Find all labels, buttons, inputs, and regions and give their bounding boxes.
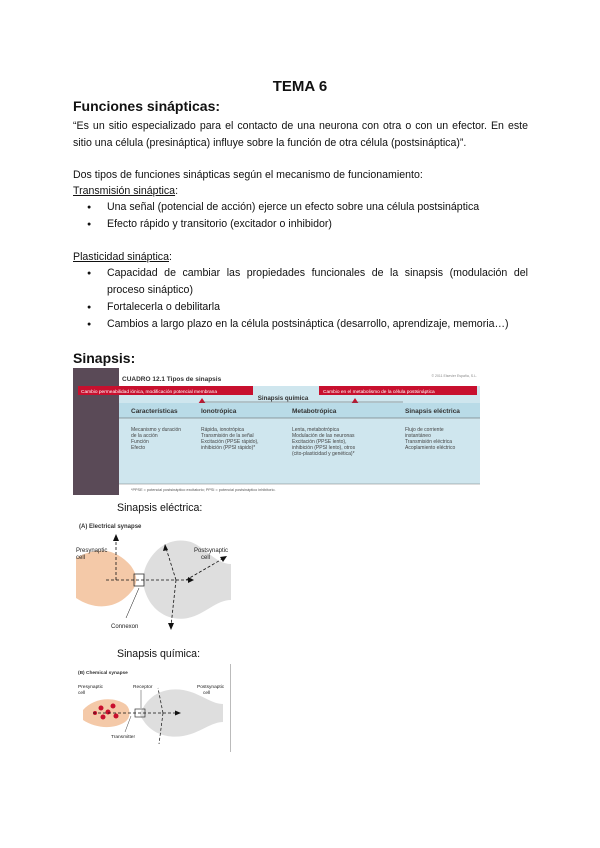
pre-label-2: cell — [78, 691, 86, 696]
vesicle — [99, 706, 104, 711]
transmitter-label: Transmitter — [111, 735, 136, 740]
electrical-synapse-figure — [76, 518, 231, 634]
list-item: ● Cambios a largo plazo en la célula postsináptica (desarrollo, aprendizaje, memoria…) — [73, 316, 528, 333]
cell-line: Rápida, ionotrópica — [201, 427, 245, 433]
list-item: ● Fortalecerla o debilitarla — [73, 299, 528, 316]
electrica-caption: Sinapsis eléctrica: — [117, 502, 203, 514]
col-header: Sinapsis eléctrica — [405, 408, 460, 415]
cell-line: Flujo de corriente — [405, 427, 444, 433]
quimica-caption: Sinapsis química: — [117, 648, 201, 660]
funciones-heading: Funciones sinápticas: — [73, 98, 221, 114]
sinapsis-types-table — [73, 368, 480, 495]
cell-line: Función — [131, 439, 149, 445]
pre-label-2: cell — [76, 555, 86, 561]
list-item: ● Capacidad de cambiar las propiedades funcionales de la sinapsis (modulación del proceso sináptico) — [73, 265, 528, 299]
post-label: Postsynaptic — [194, 548, 229, 554]
page-title: TEMA 6 — [272, 78, 328, 95]
cell-line: (cito-plasticidad y genética)* — [292, 451, 355, 457]
banner-right-text: Cambio en el metabolismo de la célula postsináptica — [323, 390, 435, 395]
vesicle — [106, 710, 111, 715]
col-header: Metabotrópica — [292, 408, 337, 415]
figure-title: (A) Electrical synapse — [79, 524, 142, 530]
post-label: Postsynaptic — [197, 685, 225, 690]
list-item: ● Una señal (potencial de acción) ejerce un efecto sobre una célula postsináptica — [73, 199, 528, 216]
pre-label: Presynaptic — [76, 548, 108, 554]
table-copyright: © 2011 Elsevier España, S.L. — [431, 374, 477, 378]
cell-line: Mecanismo y duración — [131, 427, 182, 433]
col-header: Ionotrópica — [201, 408, 237, 415]
cell-line: Modulación de las neuronas — [292, 433, 355, 439]
banner-left-text: Cambio permeabilidad iónica, modificación potencial membrana — [81, 390, 217, 395]
transmision-label: Transmisión sináptica: — [73, 185, 179, 197]
table-caption: CUADRO 12.1 Tipos de sinapsis — [122, 376, 222, 383]
cell-line: inhibición (PPSI rápido)* — [201, 445, 256, 451]
vesicle — [101, 715, 106, 720]
cell-line: inhibición (PPSI lento), otros — [292, 445, 356, 451]
cell-line: Acoplamiento eléctrico — [405, 445, 456, 451]
receptor-label: Receptor — [133, 685, 153, 690]
group-header: Sinapsis química — [257, 395, 309, 402]
chemical-synapse-figure — [73, 664, 231, 752]
post-label-2: cell — [203, 691, 211, 696]
cell-line: de la acción — [131, 433, 158, 439]
cell-line: Excitación (PPSE lento), — [292, 439, 347, 445]
sinapsis-heading: Sinapsis: — [73, 350, 136, 366]
vesicle — [111, 704, 116, 709]
vesicle — [114, 714, 119, 719]
table-footnote: *PPSE = potencial postsináptico excitatorio; PPSI = potencial postsináptico inhibitorio. — [131, 488, 276, 492]
list-item: ● Efecto rápido y transitorio (excitador o inhibidor) — [73, 216, 528, 233]
definition-paragraph: “Es un sitio especializado para el contacto de una neurona con otra o con un efector. En este sitio una célula (presináptica) influye sobre la función de otra célula (postsináptica)”. — [73, 120, 528, 149]
plasticidad-list — [73, 265, 528, 333]
pre-label: Presynaptic — [78, 685, 104, 690]
post-label-2: cell — [201, 555, 211, 561]
types-intro: Dos tipos de funciones sinápticas según el mecanismo de funcionamiento: — [73, 169, 423, 181]
cell-line: instantáneo — [405, 433, 431, 439]
plasticidad-label: Plasticidad sináptica: — [73, 251, 172, 263]
cell-line: Lenta, metabotrópica — [292, 427, 339, 433]
cell-line: Efecto — [131, 445, 146, 451]
transmision-list — [73, 199, 528, 233]
connexon-label: Connexon — [111, 624, 139, 630]
cell-line: Transmisión eléctrica — [405, 439, 453, 445]
col-header: Características — [131, 408, 178, 415]
figure-title: (B) Chemical synapse — [78, 671, 128, 676]
cell-line: Transmisión de la señal — [201, 433, 254, 439]
cell-line: Excitación (PPSE rápido), — [201, 439, 259, 445]
